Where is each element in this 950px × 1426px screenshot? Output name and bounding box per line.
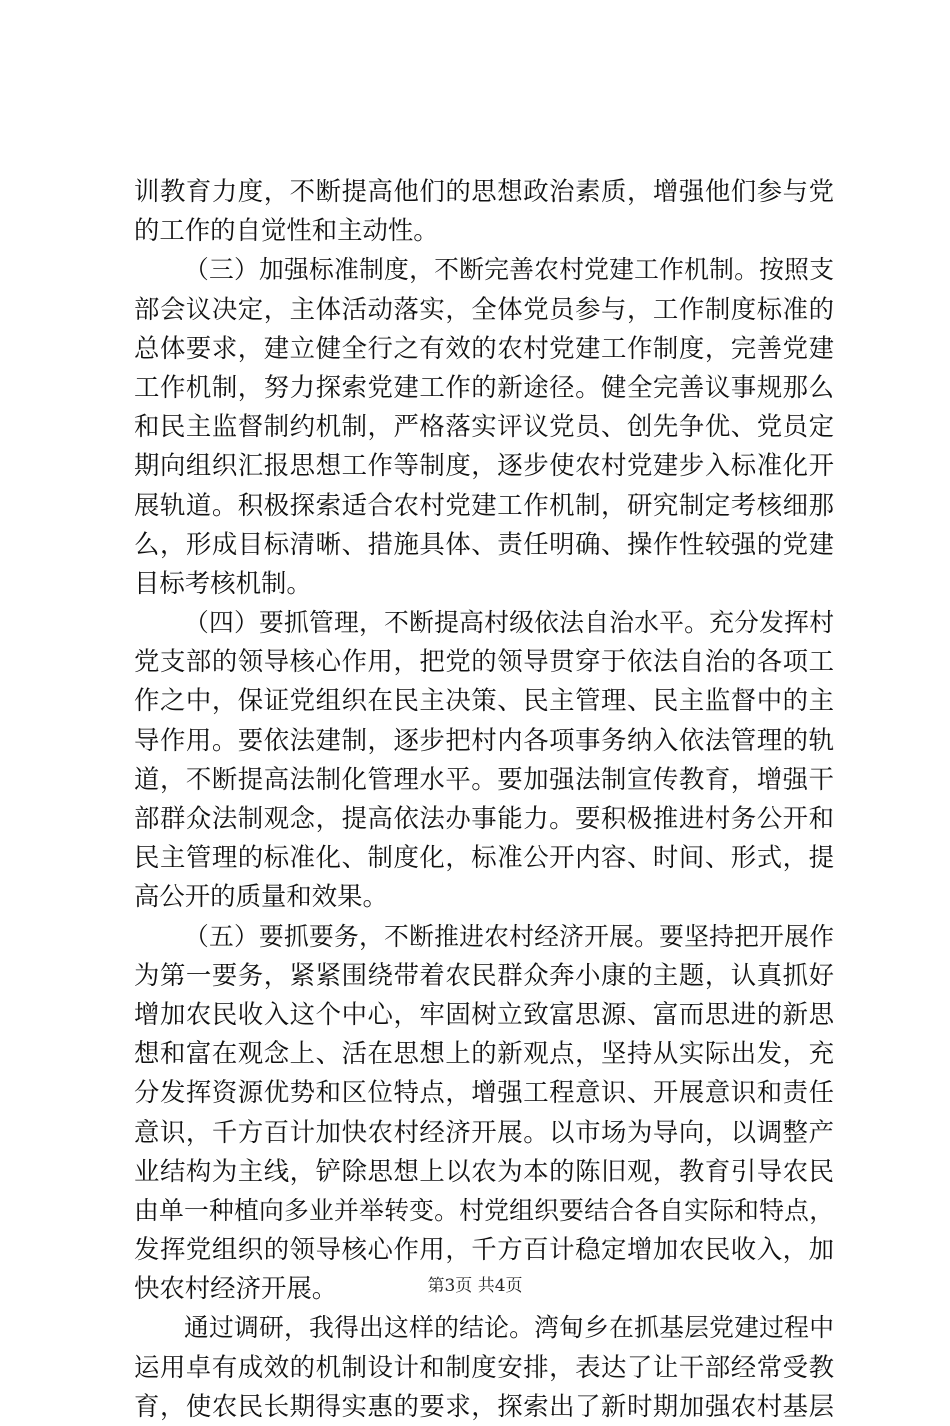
page-footer: 第3页 共4页: [427, 1276, 523, 1296]
text-line: 发挥党组织的领导核心作用，千方百计稳定增加农民收入，加: [134, 1234, 834, 1265]
text-line: 意识，千方百计加快农村经济开展。以市场为导向，以调整产: [134, 1116, 834, 1147]
text-line: （四）要抓管理，不断提高村级依法自治水平。充分发挥村: [184, 608, 834, 638]
text-line: 通过调研，我得出这样的结论。湾甸乡在抓基层党建过程中: [184, 1313, 834, 1343]
text-line: 部群众法制观念，提高依法办事能力。要积极推进村务公开和: [134, 803, 834, 833]
text-line: 作之中，保证党组织在民主决策、民主管理、民主监督中的主: [134, 685, 834, 716]
text-line: 党支部的领导核心作用，把党的领导贯穿于依法自治的各项工: [134, 646, 834, 677]
text-line: 道，不断提高法制化管理水平。要加强法制宣传教育，增强干: [134, 763, 834, 794]
text-line: 总体要求，建立健全行之有效的农村党建工作制度，完善党建: [134, 332, 834, 363]
text-line: 目标考核机制。: [134, 567, 312, 598]
text-line: 部会议决定，主体活动落实，全体党员参与，工作制度标准的: [134, 293, 834, 324]
text-line: 训教育力度，不断提高他们的思想政治素质，增强他们参与党: [134, 176, 834, 206]
text-line: 想和富在观念上、活在思想上的新观点，坚持从实际出发，充: [134, 1038, 834, 1069]
text-line: 的工作的自觉性和主动性。: [134, 215, 439, 246]
text-line: 为第一要务，紧紧围绕带着农民群众奔小康的主题，认真抓好: [134, 959, 834, 990]
text-line: 高公开的质量和效果。: [134, 881, 388, 912]
text-line: （五）要抓要务，不断推进农村经济开展。要坚持把开展作: [184, 921, 834, 951]
text-line: 展轨道。积极探索适合农村党建工作机制，研究制定考核细那: [134, 489, 834, 520]
text-line: 导作用。要依法建制，逐步把村内各项事务纳入依法管理的轨: [134, 724, 834, 755]
text-line: 和民主监督制约机制，严格落实评议党员、创先争优、党员定: [134, 411, 834, 442]
text-line: 业结构为主线，铲除思想上以农为本的陈旧观，教育引导农民: [134, 1155, 834, 1186]
text-line: 么，形成目标清晰、措施具体、责任明确、操作性较强的党建: [134, 528, 834, 559]
text-line: 运用卓有成效的机制设计和制度安排，表达了让干部经常受教: [134, 1351, 834, 1382]
document-body: [134, 172, 834, 1426]
text-line: 育，使农民长期得实惠的要求，探索出了新时期加强农村基层: [134, 1390, 834, 1421]
text-line: 期向组织汇报思想工作等制度，逐步使农村党建步入标准化开: [134, 450, 834, 481]
text-line: 快农村经济开展。: [134, 1273, 338, 1304]
text-line: 分发挥资源优势和区位特点，增强工程意识、开展意识和责任: [134, 1077, 834, 1108]
text-line: 工作机制，努力探索党建工作的新途径。健全完善议事规那么: [134, 371, 834, 402]
text-line: 增加农民收入这个中心，牢固树立致富思源、富而思进的新思: [134, 998, 834, 1029]
text-line: 民主管理的标准化、制度化，标准公开内容、时间、形式，提: [134, 842, 834, 873]
text-line: 由单一种植向多业并举转变。村党组织要结合各自实际和特点，: [134, 1195, 834, 1225]
text-line: （三）加强标准制度，不断完善农村党建工作机制。按照支: [184, 255, 834, 285]
